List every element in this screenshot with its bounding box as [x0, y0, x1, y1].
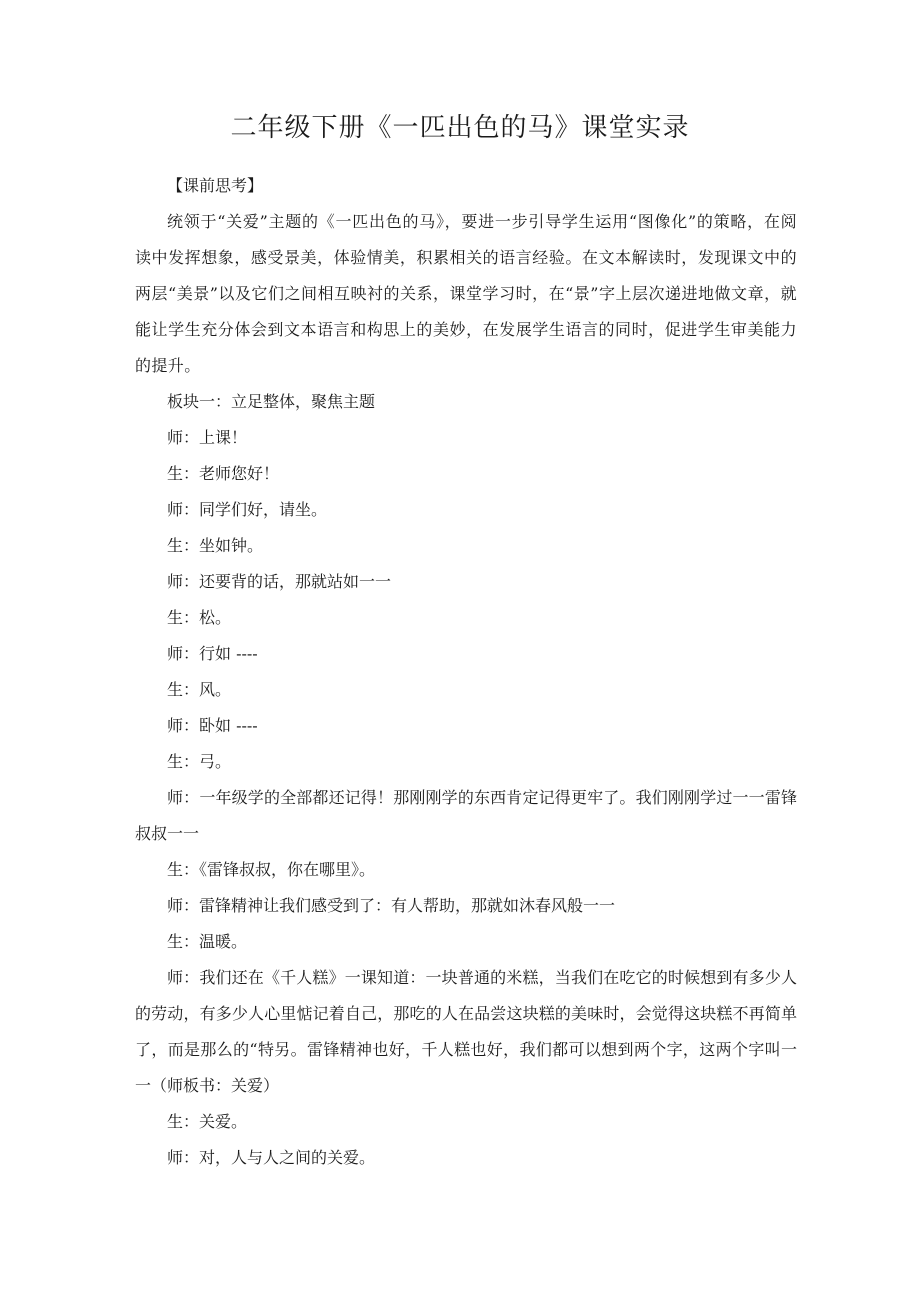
paragraph: 统领于“关爱”主题的《一匹出色的马》，要进一步引导学生运用“图像化”的策略，在阅读中发挥想象，感受景美，体验情美，积累相关的语言经验。在文本解读时，发现课文中的两层“美景”以及它们之间相互映衬的关系，课堂学习时，在“景”字上层次递进地做文章，就能让学生充分体会到文本语言和构思上的美妙，在发展学生语言的同时，促进学生审美能力的提升。: [135, 212, 797, 375]
dialogue-line: 生：风。: [167, 680, 232, 699]
dialogue-line: 生：松。: [167, 608, 232, 627]
dialogue-line: 师：一年级学的全部都还记得！那刚刚学的东西肯定记得更牢了。我们刚刚学过一一雷锋叔叔一一: [135, 788, 797, 843]
document-title: 二年级下册《一匹出色的马》课堂实录: [230, 113, 690, 143]
section-heading: 【课前思考】: [167, 176, 264, 195]
dialogue-line: 生：坐如钟。: [167, 536, 264, 555]
dialogue-line: 师：同学们好，请坐。: [167, 500, 328, 519]
dialogue-line: 师：对，人与人之间的关爱。: [167, 1148, 376, 1167]
dialogue-line: 生：《雷锋叔叔，你在哪里》。: [167, 860, 376, 879]
dialogue-line: 师：上课！: [167, 428, 248, 447]
section-heading: 板块一：立足整体，聚焦主题: [167, 392, 376, 411]
dialogue-line: 生：关爱。: [167, 1112, 248, 1131]
dialogue-line: 生：弓。: [167, 752, 232, 771]
dialogue-line: 师：还要背的话，那就站如一一: [167, 572, 392, 591]
dialogue-line: 生：老师您好！: [167, 464, 280, 483]
dialogue-line: 师：我们还在《千人糕》一课知道：一块普通的米糕，当我们在吃它的时候想到有多少人的劳动，有多少人心里惦记着自己，那吃的人在品尝这块糕的美味时，会觉得这块糕不再简单了，而是那么的“特另。雷锋精神也好，千人糕也好，我们都可以想到两个字，这两个字叫一一（师板书：关爱）: [135, 968, 797, 1095]
document-body: [135, 168, 797, 1176]
dialogue-line: 师：雷锋精神让我们感受到了：有人帮助，那就如沐春风般一一: [167, 896, 616, 915]
dialogue-line: 生：温暖。: [167, 932, 248, 951]
dialogue-line: 师：卧如 ----: [167, 716, 258, 735]
dialogue-line: 师：行如 ----: [167, 644, 258, 663]
